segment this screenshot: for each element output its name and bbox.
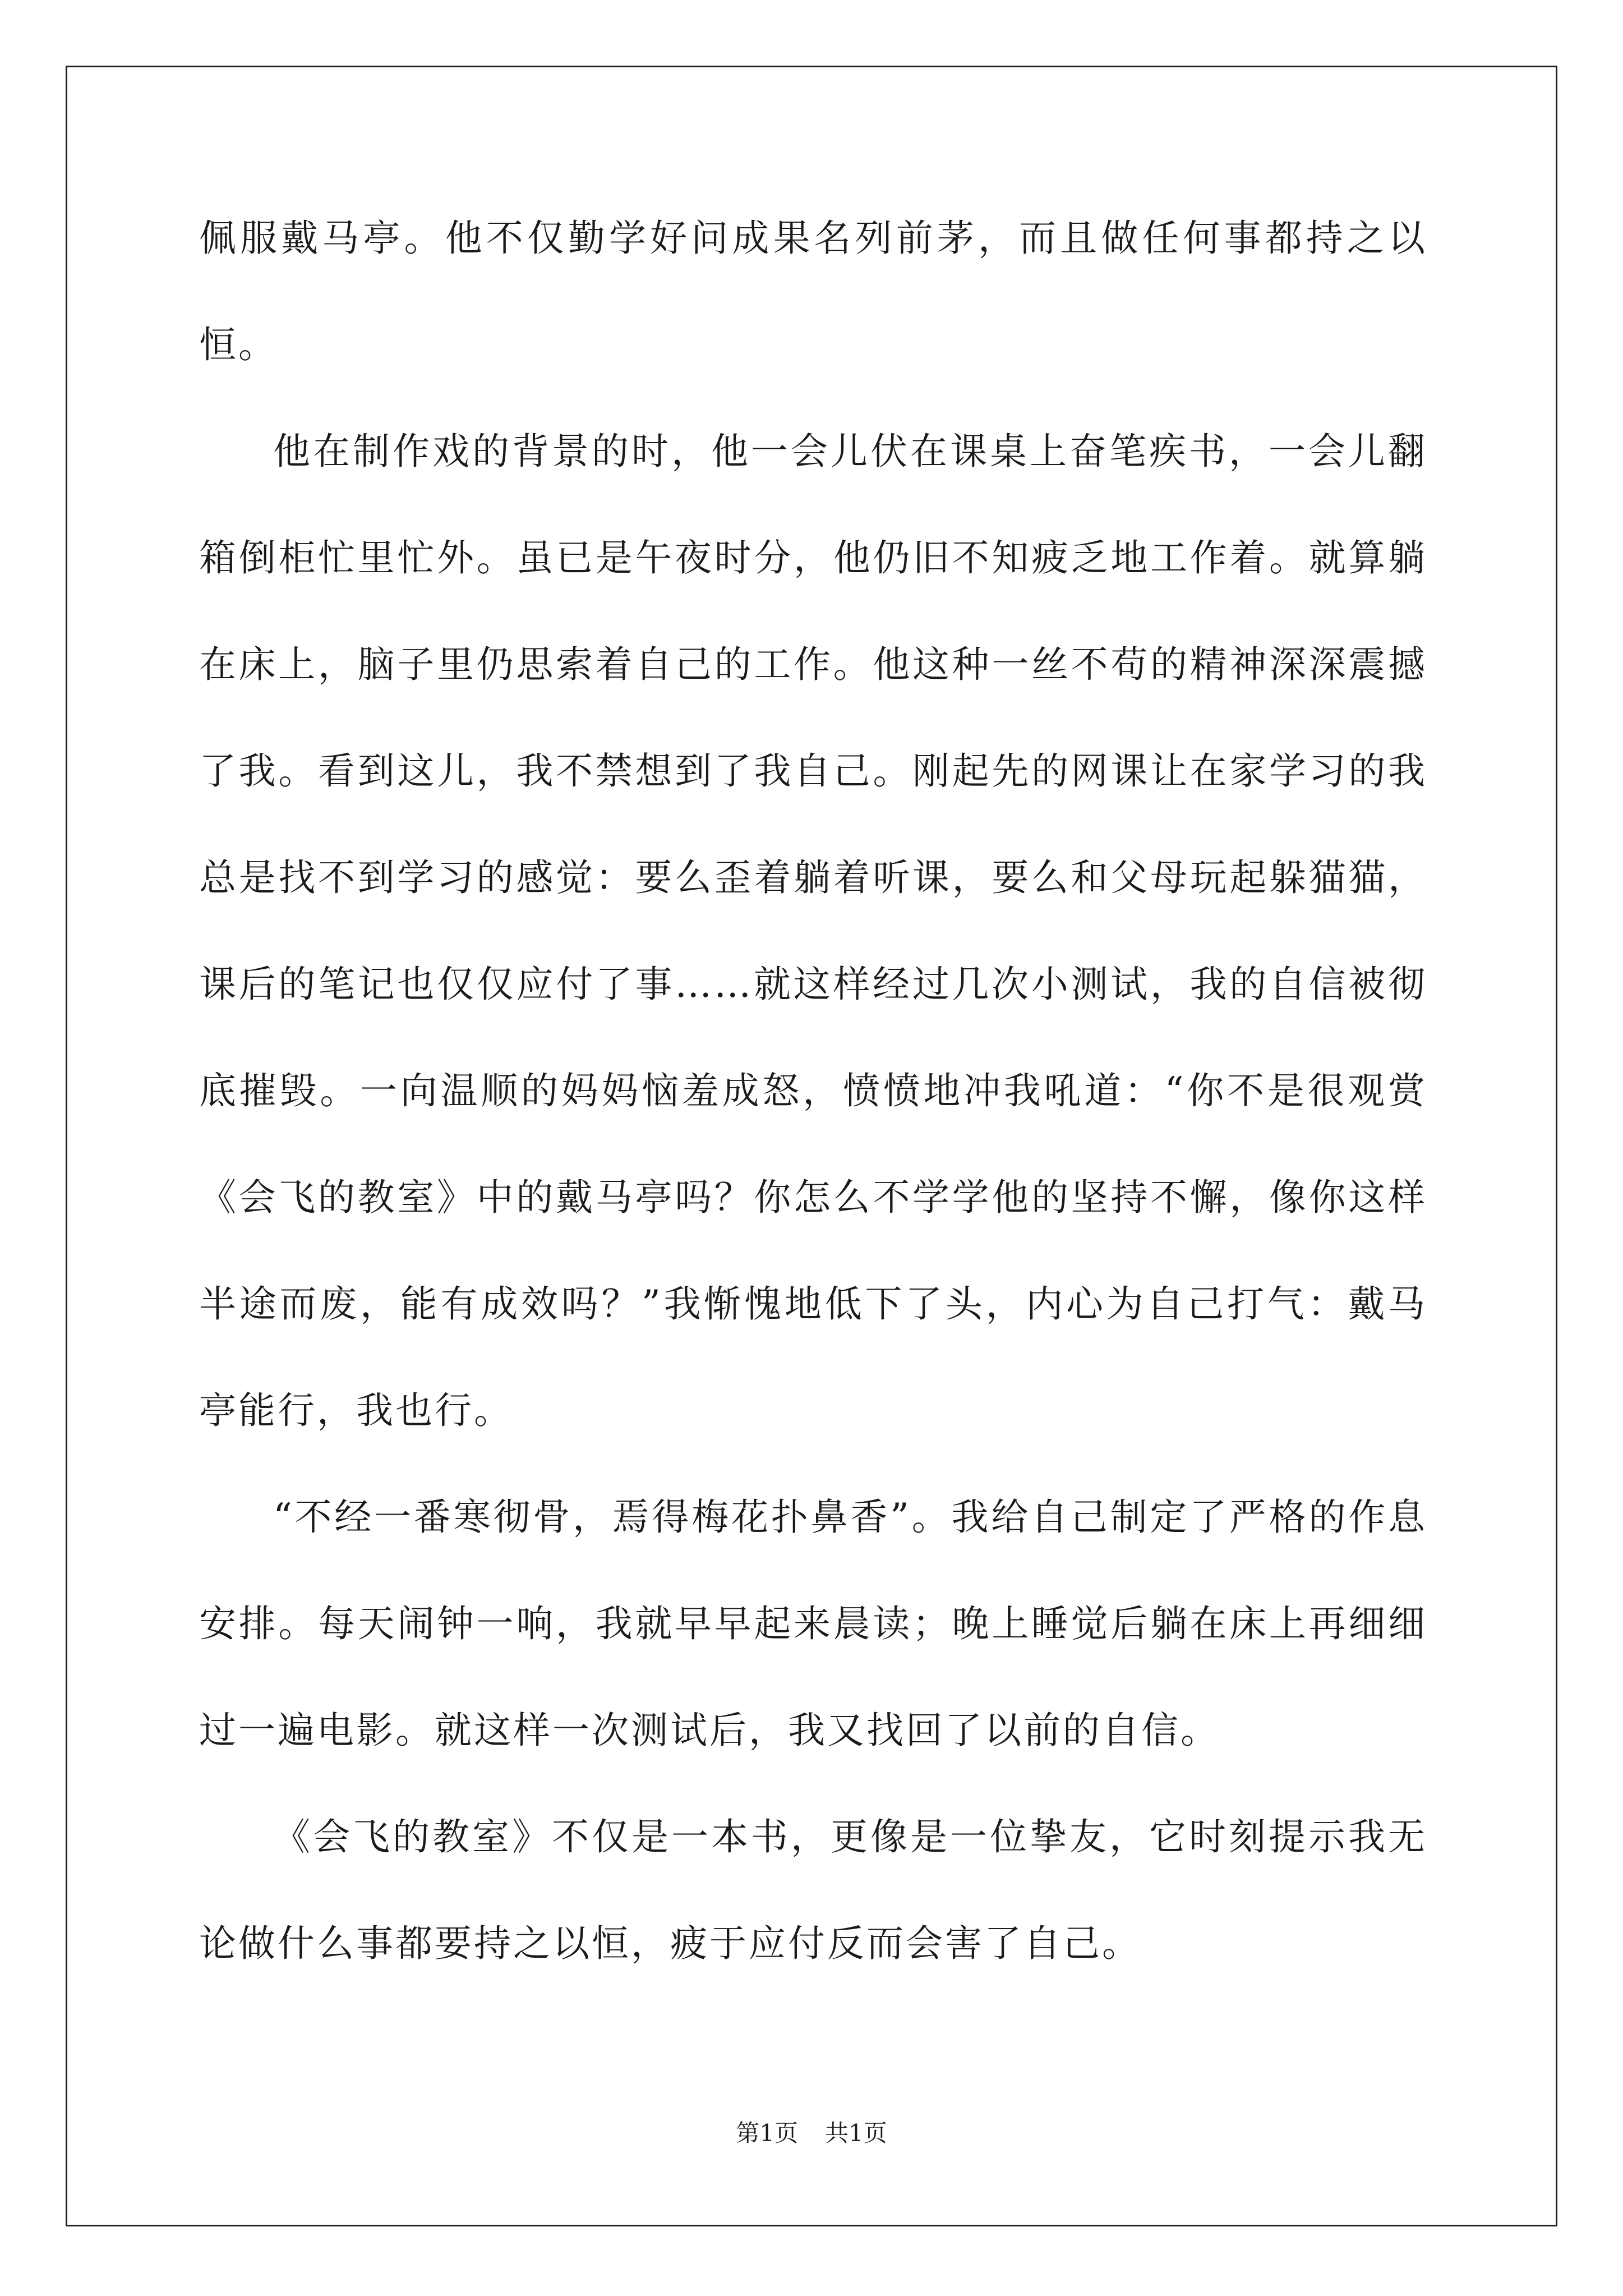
page-footer xyxy=(0,2118,1623,2149)
document-body xyxy=(199,185,1427,1997)
paragraph-2: 他在制作戏的背景的时，他一会儿伏在课桌上奋笔疾书，一会儿翻箱倒柜忙里忙外。虽已是午夜时分，他仍旧不知疲乏地工作着。就算躺在床上，脑子里仍思索着自己的工作。他这种一丝不苟的精神深深震撼了我。看到这儿，我不禁想到了我自己。刚起先的网课让在家学习的我总是找不到学习的感觉：要么歪着躺着听课，要么和父母玩起躲猫猫，课后的笔记也仅仅应付了事……就这样经过几次小测试，我的自信被彻底摧毁。一向温顺的妈妈恼羞成怒，愤愤地冲我吼道：“你不是很观赏《会飞的教室》中的戴马亭吗？你怎么不学学他的坚持不懈，像你这样半途而废，能有成效吗？”我惭愧地低下了头，内心为自己打气：戴马亭能行，我也行。 xyxy=(199,430,1427,1432)
paragraph-4: 《会飞的教室》不仅是一本书，更像是一位挚友，它时刻提示我无论做什么事都要持之以恒，疲于应付反而会害了自己。 xyxy=(199,1815,1427,1965)
page-total: 共1页 xyxy=(825,2119,887,2147)
page-number: 第1页 xyxy=(736,2119,798,2147)
paragraph-3: “不经一番寒彻骨，焉得梅花扑鼻香”。我给自己制定了严格的作息安排。每天闹钟一响，我就早早起来晨读；晚上睡觉后躺在床上再细细过一遍电影。就这样一次测试后，我又找回了以前的自信。 xyxy=(199,1496,1427,1752)
paragraph-1: 佩服戴马亭。他不仅勤学好问成果名列前茅，而且做任何事都持之以恒。 xyxy=(199,217,1427,366)
